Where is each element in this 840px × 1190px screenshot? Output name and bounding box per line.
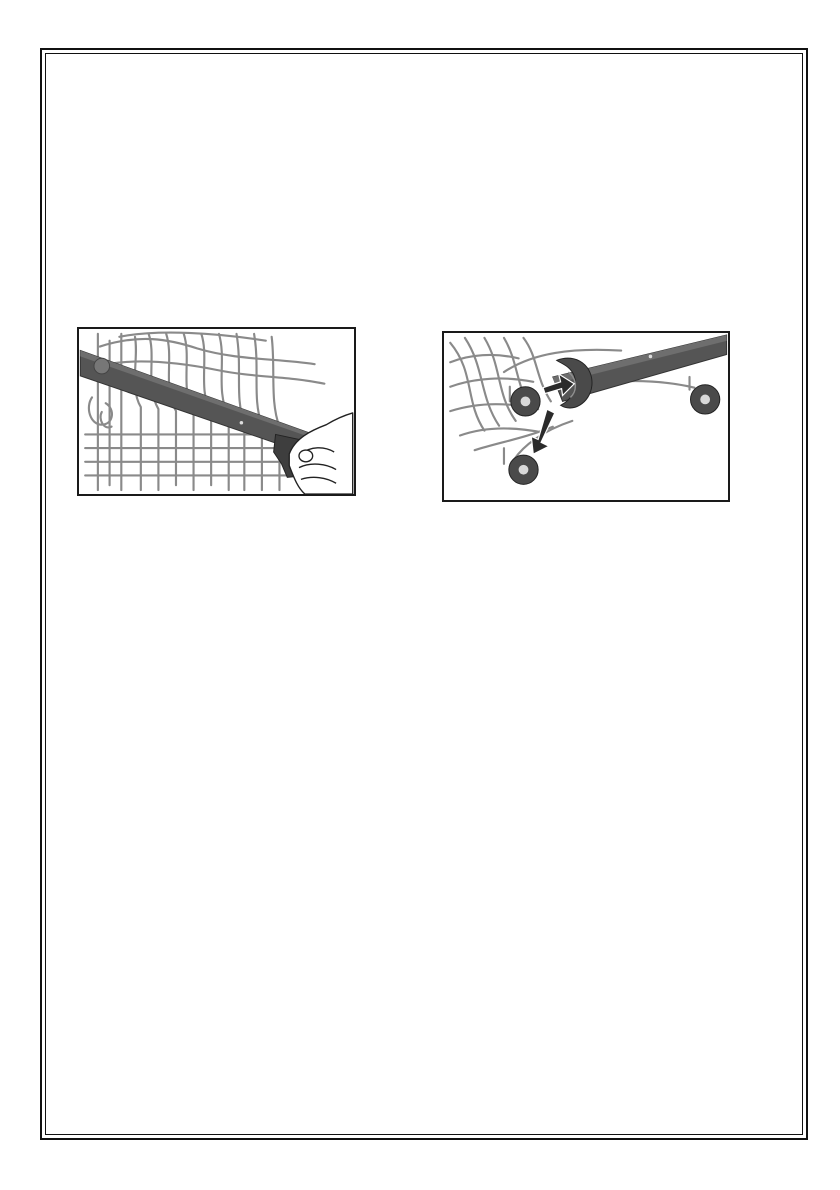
page-border-inner	[45, 53, 803, 1135]
dishwasher-rack-wheel-removal-illustration	[444, 333, 728, 500]
dishwasher-rack-rail-release-illustration	[79, 329, 354, 494]
figure-rack-wheel-removal	[442, 331, 730, 502]
figure-rack-rail-release	[77, 327, 356, 496]
